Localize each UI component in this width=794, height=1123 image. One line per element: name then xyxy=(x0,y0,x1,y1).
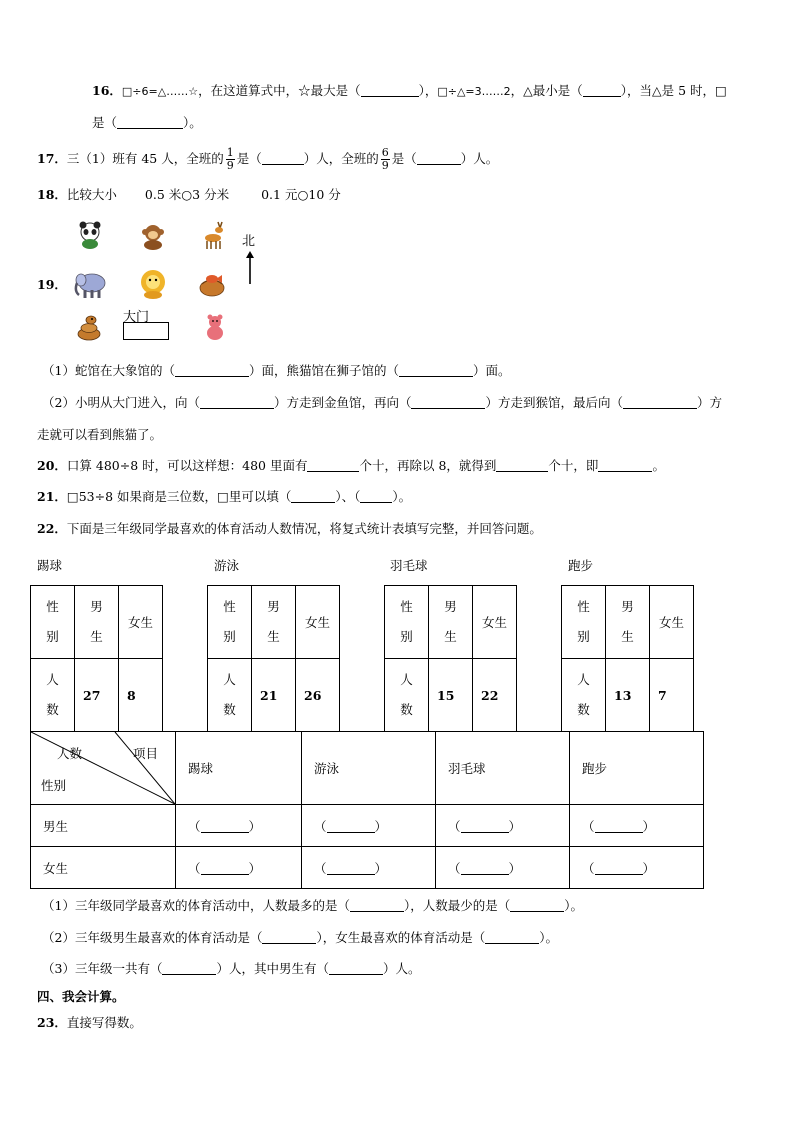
north-arrow-icon xyxy=(245,250,255,286)
mini-table-4-count: 人数 xyxy=(577,672,590,717)
q17-text-2: 是（ xyxy=(236,151,262,166)
header-gender-label: 性别 xyxy=(41,778,67,793)
mini-table-1-male: 男生 xyxy=(90,599,103,644)
q22-sub-2-text-2: ），女生最喜欢的体育活动是（ xyxy=(316,930,486,945)
q20-text-1: 口算 480÷8 时，可以这样想：480 里面有 xyxy=(66,458,308,473)
mini-table-1-gender: 性别 xyxy=(46,599,59,644)
q22-sub-1-text-2: ），人数最少的是（ xyxy=(403,898,511,913)
mini-table-3-male-value: 15 xyxy=(429,659,473,732)
q22-text-1: 下面是三年级同学最喜欢的体育活动人数情况，将复式统计表填写完整，并回答问题。 xyxy=(66,521,542,536)
q20-text-2: 个十，再除以 8，就得到 xyxy=(359,458,497,473)
mini-table-2-gender: 性别 xyxy=(223,599,236,644)
q19-blank-3[interactable] xyxy=(200,395,274,409)
cell-female-badminton[interactable]: （ ） xyxy=(436,847,570,889)
q17-text-3: ）人，全班的 xyxy=(303,151,379,166)
q16-blank-1[interactable] xyxy=(361,83,419,97)
question-22 xyxy=(37,520,542,538)
q19-sub-2-text-2: ）方走到金鱼馆，再向（ xyxy=(273,395,412,410)
table-corner-header xyxy=(31,732,176,805)
q17-blank-1[interactable] xyxy=(262,151,304,165)
q19-sub-1-text-3: ）面。 xyxy=(472,363,511,378)
q16-expression-1: □÷6=△……☆ xyxy=(121,85,199,98)
q22-blank-6[interactable] xyxy=(329,961,383,975)
q22-sub-3-text-2: ）人，其中男生有（ xyxy=(216,961,329,976)
q21-blank-2[interactable] xyxy=(360,489,392,503)
q17-fraction-2-numerator: 6 xyxy=(381,146,389,159)
row-header-female: 女生 xyxy=(31,847,176,889)
q22-sub-1-text-1: （1）三年级同学最喜欢的体育活动中，人数最多的是（ xyxy=(42,898,350,913)
mini-table-4 xyxy=(561,585,694,732)
mini-table-2 xyxy=(207,585,340,732)
elephant-icon xyxy=(72,268,108,300)
table-row xyxy=(31,805,704,847)
q23-number: 23． xyxy=(37,1015,67,1030)
q20-blank-3[interactable] xyxy=(598,458,652,472)
q22-sub-3-text-1: （3）三年级一共有（ xyxy=(42,961,163,976)
mini-table-2-count: 人数 xyxy=(223,672,236,717)
question-16-line2 xyxy=(92,114,202,132)
q17-fraction-2-denominator: 9 xyxy=(381,159,389,172)
q19-sub-2-text-3: ）方走到猴馆，最后向（ xyxy=(485,395,623,410)
q22-sub-1 xyxy=(42,897,583,915)
q19-sub-1-text-1: （1）蛇馆在大象馆的（ xyxy=(42,363,175,378)
column-header-soccer: 踢球 xyxy=(176,732,302,805)
q18-number: 18． xyxy=(37,187,67,202)
mini-table-4-gender: 性别 xyxy=(577,599,590,644)
mini-table-4-male: 男生 xyxy=(621,599,634,644)
goldfish-icon xyxy=(196,270,228,300)
q21-blank-1[interactable] xyxy=(291,489,335,503)
cell-female-swimming[interactable]: （ ） xyxy=(302,847,436,889)
q23-text-1: 直接写得数。 xyxy=(66,1015,142,1030)
q22-number: 22． xyxy=(37,521,67,536)
q17-fraction-2 xyxy=(381,147,390,172)
question-17 xyxy=(37,142,498,176)
north-label: 北 xyxy=(242,234,256,249)
header-item-label: 项目 xyxy=(133,746,159,761)
q20-text-4: 。 xyxy=(652,458,665,473)
q20-blank-1[interactable] xyxy=(307,458,359,472)
q22-sub-3-text-3: ）人。 xyxy=(382,961,421,976)
cell-female-running[interactable]: （ ） xyxy=(570,847,704,889)
column-header-badminton: 羽毛球 xyxy=(436,732,570,805)
q18-label: 比较大小 xyxy=(66,187,117,202)
gate-box xyxy=(123,322,169,340)
q22-sub-3 xyxy=(42,960,421,978)
q16-number: 16． xyxy=(92,83,122,98)
q21-text-1: □53÷8 如果商是三位数，□里可以填（ xyxy=(66,489,292,504)
panda-icon xyxy=(76,220,104,250)
q16-blank-2[interactable] xyxy=(583,83,621,97)
q19-sub-2-text-4: ）方 xyxy=(697,395,723,410)
q19-blank-2[interactable] xyxy=(399,363,473,377)
question-23 xyxy=(37,1014,142,1032)
q19-sub-1 xyxy=(42,362,511,380)
mini-table-2-female: 女生 xyxy=(304,615,330,630)
q18-compare-1: 0.5 米○3 分米 xyxy=(144,187,230,202)
q22-sub-2-text-3: ）。 xyxy=(539,930,558,945)
gate-label: 大门 xyxy=(123,310,150,325)
q20-text-3: 个十，即 xyxy=(548,458,599,473)
section-4-heading: 四、我会计算。 xyxy=(37,989,125,1004)
q16-text-3: ，△最小是（ xyxy=(510,83,583,98)
mini-table-1-female-value: 8 xyxy=(119,659,163,732)
table-row xyxy=(31,847,704,889)
question-20 xyxy=(37,457,665,475)
header-count-label: 人数 xyxy=(57,746,83,761)
q17-fraction-1-numerator: 1 xyxy=(226,146,234,159)
mini-table-1 xyxy=(30,585,163,732)
mini-table-3 xyxy=(384,585,517,732)
question-21 xyxy=(37,488,411,506)
mini-table-2-male-value: 21 xyxy=(252,659,296,732)
q19-sub-1-text-2: ）面，熊猫馆在狮子馆的（ xyxy=(248,363,399,378)
mini-table-3-male: 男生 xyxy=(444,599,457,644)
q20-number: 20． xyxy=(37,458,67,473)
mini-table-2-female-value: 26 xyxy=(296,659,340,732)
q22-sub-1-text-3: ）。 xyxy=(564,898,583,913)
q18-compare-2: 0.1 元○10 分 xyxy=(261,187,341,202)
q22-blank-2[interactable] xyxy=(510,898,564,912)
q19-sub-2-text-1: （2）小明从大门进入，向（ xyxy=(42,395,200,410)
mini-table-3-gender: 性别 xyxy=(400,599,413,644)
q17-blank-2[interactable] xyxy=(417,151,461,165)
mini-table-4-title: 跑步 xyxy=(568,558,594,573)
question-18 xyxy=(37,186,341,204)
q22-blank-4[interactable] xyxy=(485,930,539,944)
lion-icon xyxy=(137,268,169,300)
mini-table-3-title: 羽毛球 xyxy=(390,558,428,573)
q17-text-5: ）人。 xyxy=(460,151,499,166)
q17-text-4: 是（ xyxy=(391,151,417,166)
snake-icon xyxy=(74,312,104,342)
mini-table-1-title: 踢球 xyxy=(37,558,63,573)
q16-text-2: ）， xyxy=(418,83,438,98)
q16-text-4: ），当△是 5 时，□ xyxy=(620,83,727,98)
mini-table-3-female: 女生 xyxy=(481,615,507,630)
q17-fraction-1 xyxy=(226,147,235,172)
deer-icon xyxy=(200,220,230,252)
column-header-running: 跑步 xyxy=(570,732,704,805)
mini-table-1-female: 女生 xyxy=(127,615,153,630)
q22-sub-2-text-1: （2）三年级男生最喜欢的体育活动是（ xyxy=(42,930,263,945)
mini-table-3-count: 人数 xyxy=(400,672,413,717)
mini-table-1-male-value: 27 xyxy=(75,659,119,732)
q20-blank-2[interactable] xyxy=(496,458,548,472)
mini-table-4-female-value: 7 xyxy=(650,659,694,732)
mini-table-2-male: 男生 xyxy=(267,599,280,644)
mini-table-2-title: 游泳 xyxy=(214,558,240,573)
q21-text-2: ）、（ xyxy=(335,489,361,504)
q16-text-1: ，在这道算式中，☆最大是（ xyxy=(198,83,361,98)
mini-table-4-male-value: 13 xyxy=(606,659,650,732)
cell-male-badminton[interactable]: （ ） xyxy=(436,805,570,847)
bear-icon xyxy=(201,312,229,342)
mini-table-4-female: 女生 xyxy=(658,615,684,630)
q19-blank-5[interactable] xyxy=(623,395,697,409)
mini-table-1-count: 人数 xyxy=(46,672,59,717)
cell-male-running[interactable]: （ ） xyxy=(570,805,704,847)
q16-expression-2: □÷△=3……2 xyxy=(437,85,511,98)
column-header-swimming: 游泳 xyxy=(302,732,436,805)
q22-blank-1[interactable] xyxy=(350,898,404,912)
q22-blank-3[interactable] xyxy=(262,930,316,944)
q16-blank-3[interactable] xyxy=(117,115,183,129)
q19-blank-1[interactable] xyxy=(175,363,249,377)
q16-line2-text-1: 是（ xyxy=(92,115,118,130)
q19-sub-2-line2: 走就可以看到熊猫了。 xyxy=(37,427,163,442)
q16-line2-text-2: ）。 xyxy=(183,115,202,130)
q19-blank-4[interactable] xyxy=(411,395,485,409)
q22-blank-5[interactable] xyxy=(162,961,216,975)
cell-female-soccer[interactable]: （ ） xyxy=(176,847,302,889)
compound-stats-table xyxy=(30,731,704,889)
cell-male-swimming[interactable]: （ ） xyxy=(302,805,436,847)
monkey-icon xyxy=(139,222,167,250)
corner-diagonal-lines xyxy=(31,732,175,805)
row-header-male: 男生 xyxy=(31,805,176,847)
q17-number: 17． xyxy=(37,151,67,166)
q21-text-3: ）。 xyxy=(392,489,412,504)
q17-text-1: 三（1）班有 45 人，全班的 xyxy=(66,151,224,166)
q17-fraction-1-denominator: 9 xyxy=(226,159,234,172)
question-16-line1 xyxy=(92,82,727,101)
q21-number: 21． xyxy=(37,489,67,504)
cell-male-soccer[interactable]: （ ） xyxy=(176,805,302,847)
q19-sub-2 xyxy=(42,394,722,412)
mini-table-3-female-value: 22 xyxy=(473,659,517,732)
q19-number: 19． xyxy=(37,277,67,292)
q22-sub-2 xyxy=(42,929,558,947)
